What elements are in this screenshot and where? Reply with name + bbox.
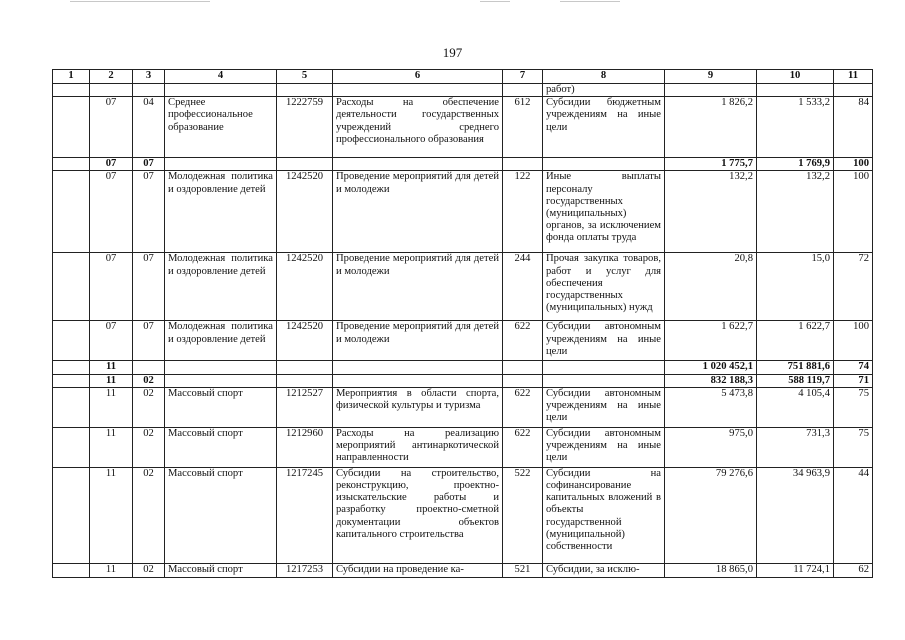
cell-expense-type: Субсидии автономным учреждениям на иные цели (543, 387, 665, 427)
cell-target-code: 1222759 (277, 97, 333, 158)
column-header: 9 (665, 70, 757, 84)
cell-subsection: 07 (133, 321, 165, 361)
column-header: 3 (133, 70, 165, 84)
cell-category: Массовый спорт (165, 387, 277, 427)
cell-planned: 1 826,2 (665, 97, 757, 158)
cell-planned: 5 473,8 (665, 387, 757, 427)
cell-description: Расходы на обеспечение деятельности государственных учреждений среднего профессионального образования (333, 97, 503, 158)
cell-expense-code: 622 (503, 321, 543, 361)
cell-percent: 44 (834, 467, 873, 563)
cell-category: Среднее профессиональное образование (165, 97, 277, 158)
cell-section: 11 (90, 427, 133, 467)
cell-target-code: 1212960 (277, 427, 333, 467)
cell-section: 07 (90, 158, 133, 171)
cell-actual: 132,2 (757, 171, 834, 253)
table-row (53, 253, 873, 321)
cell-planned: 20,8 (665, 253, 757, 321)
cell-expense-type: Субсидии, за исклю- (543, 563, 665, 577)
cell-subsection (133, 361, 165, 374)
cell-planned: 832 188,3 (665, 374, 757, 387)
cell-expense-code: 122 (503, 171, 543, 253)
cell-percent: 100 (834, 171, 873, 253)
header-row (53, 70, 873, 84)
cell-target-code: 1242520 (277, 321, 333, 361)
cell-expense-code: 622 (503, 387, 543, 427)
cell-category: Массовый спорт (165, 563, 277, 577)
cell-percent: 62 (834, 563, 873, 577)
column-header: 11 (834, 70, 873, 84)
cell-section: 07 (90, 321, 133, 361)
cell-target-code: 1217245 (277, 467, 333, 563)
cell-actual: 1 622,7 (757, 321, 834, 361)
total-row (53, 361, 873, 374)
cell-actual: 15,0 (757, 253, 834, 321)
cell-target-code: 1217253 (277, 563, 333, 577)
cell-expense-type: работ) (543, 84, 665, 97)
cell-actual: 11 724,1 (757, 563, 834, 577)
cell-description: Субсидии на проведение ка- (333, 563, 503, 577)
cell-section: 11 (90, 374, 133, 387)
cell-expense-code: 622 (503, 427, 543, 467)
total-row (53, 374, 873, 387)
table-row (53, 563, 873, 577)
cell-percent: 75 (834, 387, 873, 427)
cell-section: 11 (90, 467, 133, 563)
cell-percent: 100 (834, 321, 873, 361)
cell-target-code: 1242520 (277, 253, 333, 321)
cell-subsection: 02 (133, 467, 165, 563)
cell-actual: 1 769,9 (757, 158, 834, 171)
cell-section: 07 (90, 171, 133, 253)
cell-percent: 75 (834, 427, 873, 467)
cell-percent: 74 (834, 361, 873, 374)
cell-expense-type: Иные выплаты персоналу государственных (муниципальных) органов, за исключением фонда оплаты труда (543, 171, 665, 253)
cell-section: 07 (90, 97, 133, 158)
table-row (53, 427, 873, 467)
cell-planned: 1 622,7 (665, 321, 757, 361)
cell-planned: 975,0 (665, 427, 757, 467)
cell-expense-code: 521 (503, 563, 543, 577)
table-row (53, 97, 873, 158)
cell-category: Массовый спорт (165, 427, 277, 467)
cell-actual: 1 533,2 (757, 97, 834, 158)
cell-section: 07 (90, 253, 133, 321)
cell-planned: 1 775,7 (665, 158, 757, 171)
total-row (53, 158, 873, 171)
cell-description: Проведение мероприятий для детей и молодежи (333, 171, 503, 253)
cell-description: Расходы на реализацию мероприятий антинаркотической направленности (333, 427, 503, 467)
cell-percent: 84 (834, 97, 873, 158)
table-row (53, 467, 873, 563)
cell-subsection: 02 (133, 563, 165, 577)
cell-actual: 4 105,4 (757, 387, 834, 427)
cell-category: Молодежная политика и оздоровление детей (165, 321, 277, 361)
page-number: 197 (442, 45, 463, 60)
cell-category: Молодежная политика и оздоровление детей (165, 171, 277, 253)
cell-description: Проведение мероприятий для детей и молодежи (333, 321, 503, 361)
scan-artifact-line (480, 1, 510, 2)
scan-artifact-line (70, 1, 210, 2)
cell-planned: 132,2 (665, 171, 757, 253)
cell-section: 11 (90, 387, 133, 427)
cell-subsection: 02 (133, 374, 165, 387)
cell-description: Субсидии на строительство, реконструкцию, проектно-изыскательские работы и разработку проектно-сметной документации объектов капитального строительства (333, 467, 503, 563)
column-header: 1 (53, 70, 90, 84)
cell-section: 11 (90, 563, 133, 577)
cell-planned: 79 276,6 (665, 467, 757, 563)
cell-subsection: 04 (133, 97, 165, 158)
cell-category: Массовый спорт (165, 467, 277, 563)
cell-expense-type: Прочая закупка товаров, работ и услуг для обеспечения государственных (муниципальных) нужд (543, 253, 665, 321)
cell-category: Молодежная политика и оздоровление детей (165, 253, 277, 321)
cell-expense-type: Субсидии автономным учреждениям на иные цели (543, 427, 665, 467)
cell-subsection: 02 (133, 387, 165, 427)
cell-target-code: 1242520 (277, 171, 333, 253)
table-row (53, 84, 873, 97)
cell-target-code: 1212527 (277, 387, 333, 427)
cell-expense-type: Субсидии на софинансирование капитальных вложений в объекты государственной (муниципальной) собственности (543, 467, 665, 563)
column-header: 8 (543, 70, 665, 84)
scan-artifact-line (560, 1, 620, 2)
cell-expense-type: Субсидии бюджетным учреждениям на иные цели (543, 97, 665, 158)
cell-percent: 71 (834, 374, 873, 387)
column-header: 10 (757, 70, 834, 84)
cell-expense-code: 244 (503, 253, 543, 321)
column-header: 7 (503, 70, 543, 84)
column-header: 5 (277, 70, 333, 84)
cell-planned: 1 020 452,1 (665, 361, 757, 374)
table-row (53, 321, 873, 361)
cell-description: Мероприятия в области спорта, физической культуры и туризма (333, 387, 503, 427)
cell-subsection: 02 (133, 427, 165, 467)
cell-actual: 34 963,9 (757, 467, 834, 563)
cell-description: Проведение мероприятий для детей и молодежи (333, 253, 503, 321)
cell-subsection: 07 (133, 253, 165, 321)
budget-table (52, 69, 873, 578)
cell-subsection: 07 (133, 158, 165, 171)
column-header: 4 (165, 70, 277, 84)
table-row (53, 387, 873, 427)
cell-actual: 731,3 (757, 427, 834, 467)
cell-percent: 100 (834, 158, 873, 171)
cell-section: 11 (90, 361, 133, 374)
cell-planned: 18 865,0 (665, 563, 757, 577)
cell-expense-code: 522 (503, 467, 543, 563)
cell-expense-code: 612 (503, 97, 543, 158)
table-row (53, 171, 873, 253)
cell-percent: 72 (834, 253, 873, 321)
column-header: 2 (90, 70, 133, 84)
cell-actual: 588 119,7 (757, 374, 834, 387)
cell-actual: 751 881,6 (757, 361, 834, 374)
column-header: 6 (333, 70, 503, 84)
cell-subsection: 07 (133, 171, 165, 253)
cell-expense-type: Субсидии автономным учреждениям на иные цели (543, 321, 665, 361)
